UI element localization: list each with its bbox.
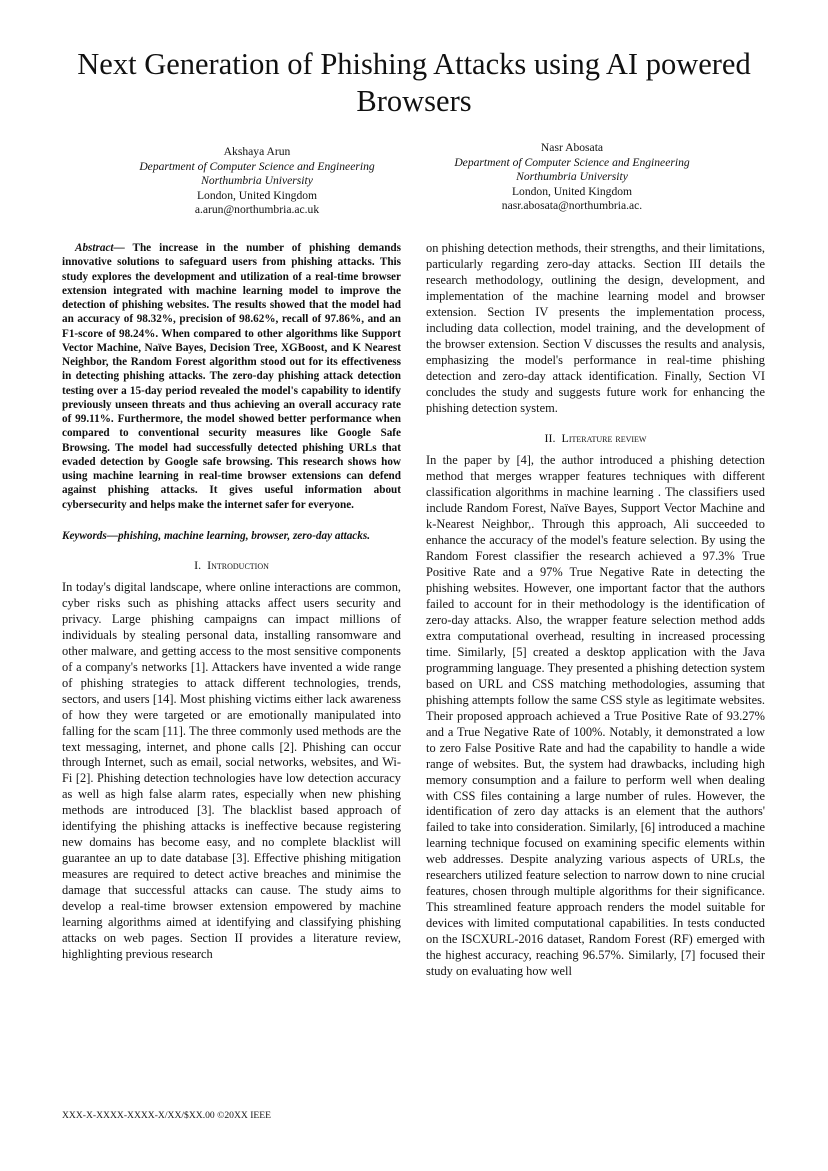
paper-title: Next Generation of Phishing Attacks using AI powered Browsers (77, 47, 751, 118)
author-email: a.arun@northumbria.ac.uk (194, 203, 320, 217)
copyright-footer: XXX-X-XXXX-XXXX-X/XX/$XX.00 ©20XX IEEE (62, 1110, 271, 1121)
abstract-label: Abstract (75, 242, 114, 254)
abstract (62, 241, 401, 512)
literature-review-text: In the paper by [4], the author introduced a phishing detection method that merges wrapper features techniques with different classification algorithms in machine learning . The classifiers used include Random Forest, Naïve Bayes, Support Vector Machine and k-Nearest Neighbor,. Through this approach, Ali succeeded to enhance the accuracy of the model's feature selection. By using the Random Forest classifier the research achieved a 97.3% True Positive Rate and a 97% True Negative Rate in detecting the phishing websites. However, one important factor that the authors failed to account for in their methodology is the identification of zero-day attacks. Also, the wrapper feature selection method adds extra computational overhead, resulting in increased processing time. Similarly, [5] created a desktop application with the Java programming language. They presented a phishing detection system based on URL and CSS matching methodologies, assuming that phishing attempts follow the same CSS style as legitimate websites. Their proposed approach achieved a True Positive Rate of 93.27% and a True Negative Rate of 100%. Notably, it demonstrated a low to zero False Positive Rate and had the capability to handle a wide range of websites. But, the system had drawbacks, including high memory consumption and a failure to perform well when dealing with CSS files containing a large number of rules. However, the identification of zero day attacks is an element that the authors' failed to take into consideration. Similarly, [6] introduced a machine learning technique focused on examining specific elements within web addresses. Despite analyzing various aspects of URLs, the researchers utilized feature selection to narrow down to nine crucial features, chosen through multiple algorithms for their significance. This streamlined feature approach renders the model suitable for devices with limited computational capabilities. In tests conducted on the ISCXURL-2016 dataset, Random Forest (RF) emerged with the highest accuracy, reaching 96.57%. Similarly, [7] focused their study on evaluating how well (426, 453, 765, 978)
author-department: Department of Computer Science and Engineering (454, 155, 690, 169)
author-university: Northumbria University (516, 170, 628, 184)
author-block-1 (112, 145, 402, 218)
author-name: Nasr Abosata (540, 141, 604, 154)
author-block-2 (428, 141, 716, 214)
left-column (62, 241, 401, 963)
author-department: Department of Computer Science and Engineering (139, 159, 375, 173)
author-name: Akshaya Arun (223, 145, 291, 158)
abstract-text: — The increase in the number of phishing demands innovative solutions to safeguard users from phishing attacks. This study explores the development and utilization of a real-time browser extension integrated with machine learning model to improve the detection of phishing websites. The results showed that the model had an accuracy of 98.32%, precision of 98.62%, recall of 97.86%, and an F1-score of 98.24%. When compared to other algorithms like Support Vector Machine, Naïve Bayes, Decision Tree, XGBoost, and K Nearest Neighbor, the Random Forest algorithm stood out for its effectiveness in detecting phishing attacks. The zero-day phishing attack detection testing over a 15-day period revealed the model's capability to identify previously unseen threats and thus achieving an overall accuracy rate of 99.11%. Furthermore, the model showed better performance when compared to conventional security measures like Google Safe Browsing. The model had successfully detected phishing URLs that evaded detection by Google safe browsing. This research shows how using machine learning in real-time browser extensions can defend against phishing attacks. It gives useful information about cybersecurity and helps make the internet safer for everyone. (62, 242, 401, 511)
section-heading-literature-review (426, 431, 765, 445)
author-location: London, United Kingdom (511, 184, 633, 198)
keywords: Keywords—phishing, machine learning, browser, zero-day attacks. (62, 529, 370, 542)
section-number: II. (544, 431, 556, 446)
author-university: Northumbria University (201, 174, 313, 188)
introduction-text: In today's digital landscape, where online interactions are common, cyber risks such as phishing attacks affect users security and privacy. Large phishing campaigns can impact millions of individuals by stealing personal data, installing ransomware and other malware, and getting access to the most sensitive components of a company's networks [1]. Attackers have invented a wide range of phishing strategies to attack different technologies, trends, sectors, and users [14]. Most phishing victims either lack awareness of how they were targeted or are emotionally manipulated into falling for the scam [11]. The three commonly used methods are the text messaging, internet, and phone calls [2]. Phishing can occur through Internet, such as email, social networks, websites, and Wi-Fi [2]. Phishing detection technologies have low detection accuracy as well as high false alarm rates, especially when new phishing methods are introduced [3]. The blacklist based approach of identifying the phishing attacks is ineffective because registering new domains has become easy, and no complete blacklist will guarantee an up to date database [3]. Effective phishing mitigation measures are required to detect active breaches and minimise the damage that successful attacks can cause. The study aims to develop a real-time browser extension empowered by machine learning algorithms aimed at identifying and classifying phishing attacks on web pages. Section II provides a literature review, highlighting previous research (62, 580, 401, 961)
author-location: London, United Kingdom (196, 188, 318, 202)
section-title: Introduction (207, 558, 269, 572)
section-heading-introduction (62, 558, 401, 572)
introduction-continued-text: on phishing detection methods, their strengths, and their limitations, particularly regarding zero-day attacks. Section III details the research methodology, outlining the design, development, and implementation of the machine learning model and browser extension. Section IV presents the implementation process, including data collection, model training, and the development of the browser extension. Section V discusses the results and analysis, emphasizing the model's performance in real-time phishing detection and zero-day attack identification. Finally, Section VI concludes the study and suggests future work for enhancing the phishing detection system. (426, 241, 765, 415)
section-title: Literature review (561, 431, 647, 446)
section-number: I. (194, 558, 202, 572)
author-email: nasr.abosata@northumbria.ac. (501, 199, 643, 213)
right-column (426, 241, 765, 980)
